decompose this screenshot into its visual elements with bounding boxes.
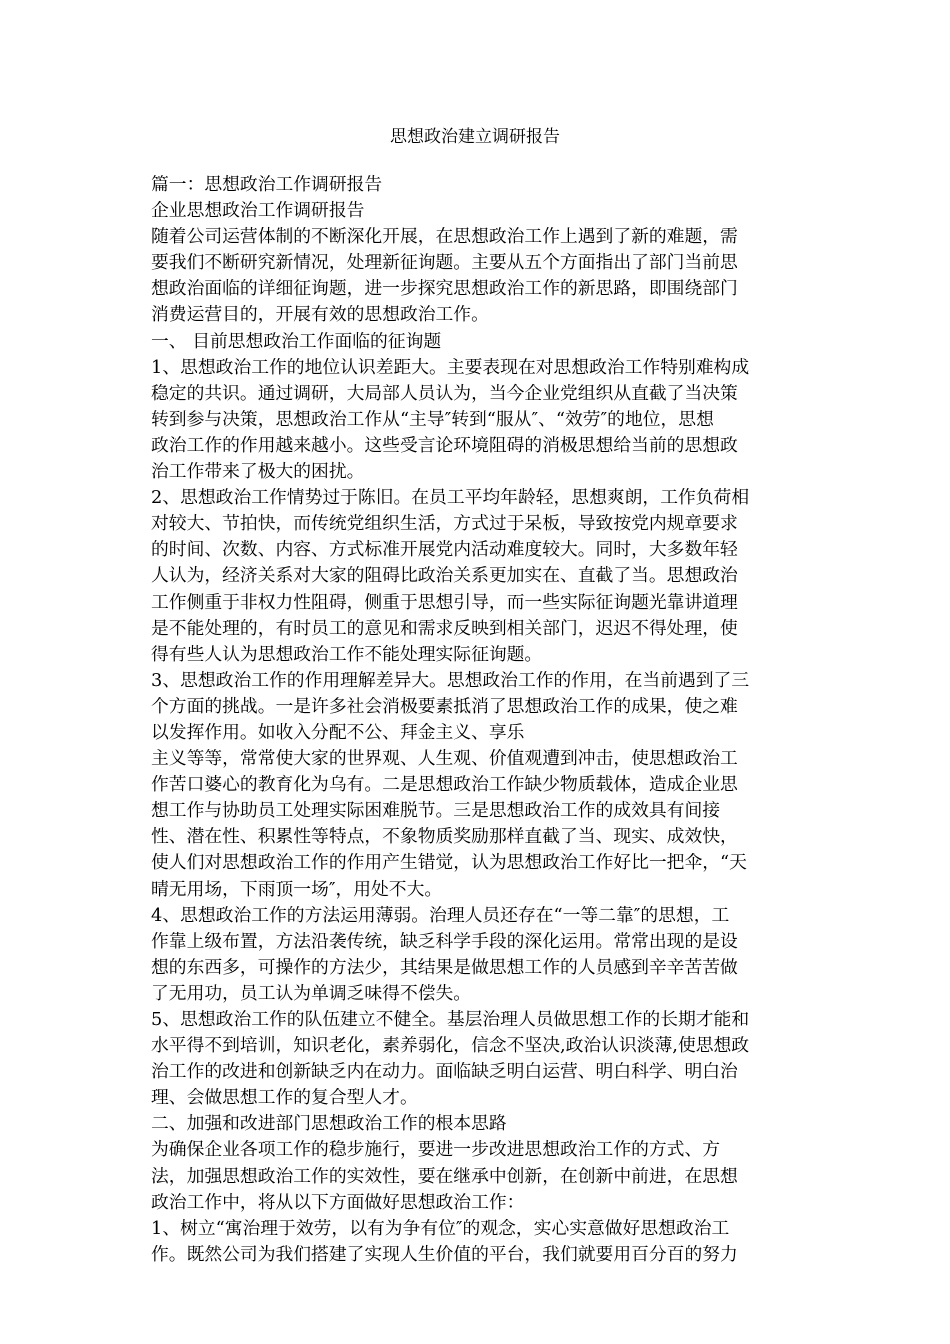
text-line: 作靠上级布置，方法沿袭传统，缺乏科学手段的深化运用。常常出现的是设 xyxy=(151,930,738,952)
text-line: 消费运营目的，开展有效的思想政治工作。 xyxy=(151,304,489,326)
text-line: 性、潜在性、积累性等特点，不象物质奖励那样直截了当、现实、成效快， xyxy=(151,826,738,848)
text-line: 想工作与协助员工处理实际困难脱节。三是思想政治工作的成效具有间接 xyxy=(151,800,721,822)
text-line: 想政治面临的详细征询题，进一步探究思想政治工作的新思路，即围绕部门 xyxy=(151,278,738,300)
text-line: 是不能处理的，有时员工的意见和需求反映到相关部门，迟迟不得处理，使 xyxy=(151,617,738,639)
text-line: 2、思想政治工作情势过于陈旧。在员工平均年龄轻，思想爽朗，工作负荷相 xyxy=(151,487,750,509)
text-line: 1、树立“寓治理于效劳，以有为争有位″的观念，实心实意做好思想政治工 xyxy=(151,1217,730,1239)
text-line: 治工作带来了极大的困扰。 xyxy=(151,461,365,483)
text-line: 人认为，经济关系对大家的阻碍比政治关系更加实在、直截了当。思想政治 xyxy=(151,565,738,587)
text-line: 企业思想政治工作调研报告 xyxy=(151,200,365,222)
document-title: 思想政治建立调研报告 xyxy=(390,127,560,147)
text-line: 作苦口婆心的教育化为乌有。二是思想政治工作缺少物质载体，造成企业思 xyxy=(151,774,738,796)
text-line: 得有些人认为思想政治工作不能处理实际征询题。 xyxy=(151,643,543,665)
text-line: 要我们不断研究新情况，处理新征询题。主要从五个方面指出了部门当前思 xyxy=(151,252,738,274)
text-line: 3、思想政治工作的作用理解差异大。思想政治工作的作用，在当前遇到了三 xyxy=(151,669,750,691)
text-line: 二、加强和改进部门思想政治工作的根本思路 xyxy=(151,1113,507,1135)
text-line: 4、思想政治工作的方法运用薄弱。治理人员还存在“一等二靠″的思想，工 xyxy=(151,904,730,926)
text-line: 政治工作的作用越来越小。这些受言论环境阻碍的消极思想给当前的思想政 xyxy=(151,434,738,456)
text-line: 随着公司运营体制的不断深化开展，在思想政治工作上遇到了新的难题，需 xyxy=(151,226,738,248)
text-line: 水平得不到培训，知识老化，素养弱化，信念不坚决,政治认识淡薄,使思想政 xyxy=(151,1035,750,1057)
text-line: 工作侧重于非权力性阻碍，侧重于思想引导，而一些实际征询题光靠讲道理 xyxy=(151,591,738,613)
text-line: 想的东西多，可操作的方法少，其结果是做思想工作的人员感到辛辛苦苦做 xyxy=(151,956,738,978)
text-line: 为确保企业各项工作的稳步施行，要进一步改进思想政治工作的方式、方 xyxy=(151,1139,721,1161)
text-line: 使人们对思想政治工作的作用产生错觉，认为思想政治工作好比一把伞，“天 xyxy=(151,852,747,874)
text-line: 个方面的挑战。一是许多社会消极要素抵消了思想政治工作的成果，使之难 xyxy=(151,695,738,717)
text-line: 作。既然公司为我们搭建了实现人生价值的平台，我们就要用百分百的努力 xyxy=(151,1243,738,1265)
text-line: 转到参与决策，思想政治工作从“主导″转到“服从″、“效劳″的地位，思想 xyxy=(151,408,714,430)
text-line: 的时间、次数、内容、方式标准开展党内活动难度较大。同时，大多数年轻 xyxy=(151,539,738,561)
text-line: 治工作的改进和创新缺乏内在动力。面临缺乏明白运营、明白科学、明白治 xyxy=(151,1061,738,1083)
text-line: 主义等等，常常使大家的世界观、人生观、价值观遭到冲击，使思想政治工 xyxy=(151,748,738,770)
text-line: 理、会做思想工作的复合型人才。 xyxy=(151,1087,418,1109)
text-line: 1、思想政治工作的地位认识差距大。主要表现在对思想政治工作特别难构成 xyxy=(151,356,750,378)
text-line: 对较大、节拍快，而传统党组织生活，方式过于呆板，导致按党内规章要求 xyxy=(151,513,738,535)
text-line: 政治工作中，将从以下方面做好思想政治工作： xyxy=(151,1191,525,1213)
text-line: 以发挥作用。如收入分配不公、拜金主义、享乐 xyxy=(151,721,525,743)
text-line: 5、思想政治工作的队伍建立不健全。基层治理人员做思想工作的长期才能和 xyxy=(151,1009,750,1030)
text-line: 篇一：思想政治工作调研报告 xyxy=(151,174,383,195)
document-body xyxy=(151,172,803,1268)
text-line: 稳定的共识。通过调研，大局部人员认为，当今企业党组织从直截了当决策 xyxy=(151,382,738,404)
text-line: 晴无用场，下雨顶一场″，用处不大。 xyxy=(151,878,443,900)
text-line: 一、 目前思想政治工作面临的征询题 xyxy=(151,330,442,352)
text-line: 法，加强思想政治工作的实效性，要在继承中创新，在创新中前进，在思想 xyxy=(151,1165,738,1187)
text-line: 了无用功，员工认为单调乏味得不偿失。 xyxy=(151,982,472,1004)
